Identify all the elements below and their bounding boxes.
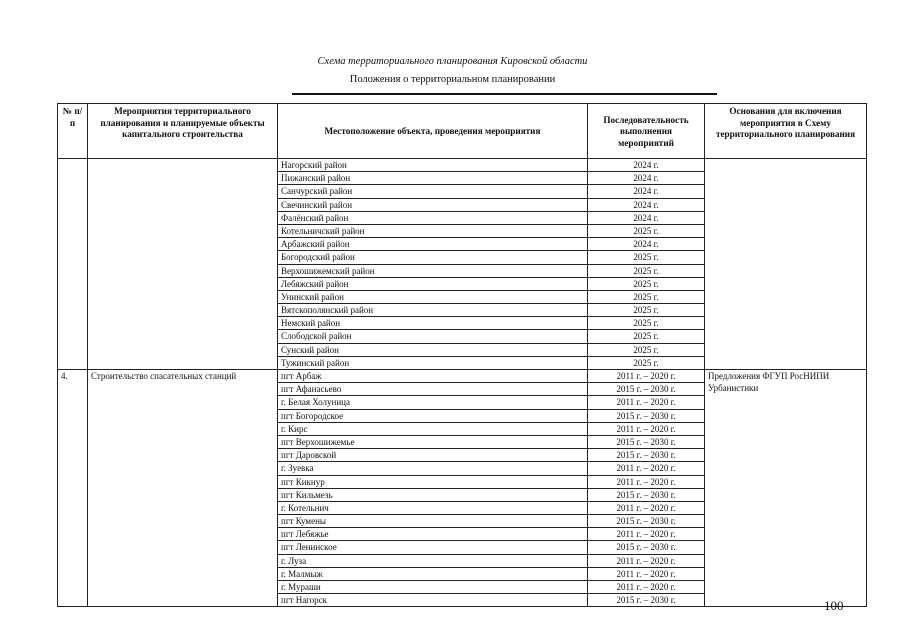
period-cell: 2015 г. – 2030 г.: [588, 488, 705, 501]
period-cell: 2011 г. – 2020 г.: [588, 581, 705, 594]
page-number: 100: [824, 598, 844, 613]
period-cell: 2025 г.: [588, 343, 705, 356]
activity-cell: Строительство спасательных станций: [88, 370, 278, 607]
location-cell: Слободской район: [278, 330, 588, 343]
location-cell: Лебяжский район: [278, 277, 588, 290]
location-cell: Вятскополянский район: [278, 304, 588, 317]
location-cell: г. Белая Холуница: [278, 396, 588, 409]
period-cell: 2025 г.: [588, 317, 705, 330]
location-cell: пгт Кикнур: [278, 475, 588, 488]
basis-cell: Предложения ФГУП РосНИПИ Урбанистики: [705, 370, 867, 607]
table-header-row: [58, 104, 867, 159]
number-cell: 4.: [58, 370, 88, 607]
location-cell: Свечинский район: [278, 198, 588, 211]
period-cell: 2024 г.: [588, 185, 705, 198]
period-cell: 2011 г. – 2020 г.: [588, 462, 705, 475]
col-header-basis: Основания для включения мероприятия в Схему территориального планирования: [705, 104, 867, 159]
location-cell: пгт Арбаж: [278, 370, 588, 383]
col-header-activity: Мероприятия территориального планирования и планируемые объекты капитального строительства: [88, 104, 278, 159]
period-cell: 2024 г.: [588, 198, 705, 211]
location-cell: Богородский район: [278, 251, 588, 264]
location-cell: пгт Афанасьево: [278, 383, 588, 396]
activity-cell: [88, 159, 278, 370]
location-cell: пгт Ленинское: [278, 541, 588, 554]
period-cell: 2025 г.: [588, 290, 705, 303]
period-cell: 2025 г.: [588, 264, 705, 277]
location-cell: г. Зуевка: [278, 462, 588, 475]
period-cell: 2011 г. – 2020 г.: [588, 554, 705, 567]
period-cell: 2015 г. – 2030 г.: [588, 594, 705, 607]
location-cell: Немский район: [278, 317, 588, 330]
location-cell: г. Малмыж: [278, 567, 588, 580]
period-cell: 2011 г. – 2020 г.: [588, 422, 705, 435]
period-cell: 2011 г. – 2020 г.: [588, 528, 705, 541]
location-cell: Сунский район: [278, 343, 588, 356]
period-cell: 2011 г. – 2020 г.: [588, 396, 705, 409]
period-cell: 2024 г.: [588, 211, 705, 224]
location-cell: г. Кирс: [278, 422, 588, 435]
period-cell: 2025 г.: [588, 277, 705, 290]
period-cell: 2025 г.: [588, 330, 705, 343]
document-title: Схема территориального планирования Кировской области: [317, 56, 588, 67]
col-header-location: Местоположение объекта, проведения мероприятия: [278, 104, 588, 159]
location-cell: Тужинский район: [278, 356, 588, 369]
table-row: [58, 370, 867, 383]
period-cell: 2025 г.: [588, 251, 705, 264]
location-cell: г. Луза: [278, 554, 588, 567]
location-cell: Котельничский район: [278, 224, 588, 237]
location-cell: Унинский район: [278, 290, 588, 303]
period-cell: 2015 г. – 2030 г.: [588, 541, 705, 554]
location-cell: Верхошижемский район: [278, 264, 588, 277]
location-cell: пгт Кильмезь: [278, 488, 588, 501]
location-cell: пгт Нагорск: [278, 594, 588, 607]
table-row: [58, 159, 867, 172]
location-cell: пгт Верхошижемье: [278, 435, 588, 448]
period-cell: 2015 г. – 2030 г.: [588, 515, 705, 528]
period-cell: 2025 г.: [588, 356, 705, 369]
period-cell: 2011 г. – 2020 г.: [588, 501, 705, 514]
period-cell: 2015 г. – 2030 г.: [588, 409, 705, 422]
period-cell: 2015 г. – 2030 г.: [588, 449, 705, 462]
location-cell: пгт Богородское: [278, 409, 588, 422]
period-cell: 2015 г. – 2030 г.: [588, 435, 705, 448]
col-header-sequence: Последовательность выполнения мероприятий: [588, 104, 705, 159]
period-cell: 2015 г. – 2030 г.: [588, 383, 705, 396]
header-divider: [292, 93, 717, 95]
period-cell: 2011 г. – 2020 г.: [588, 475, 705, 488]
location-cell: Санчурский район: [278, 185, 588, 198]
location-cell: пгт Даровской: [278, 449, 588, 462]
location-cell: Нагорский район: [278, 159, 588, 172]
period-cell: 2024 г.: [588, 172, 705, 185]
location-cell: Фалёнский район: [278, 211, 588, 224]
period-cell: 2011 г. – 2020 г.: [588, 567, 705, 580]
location-cell: Пижанский район: [278, 172, 588, 185]
period-cell: 2024 г.: [588, 238, 705, 251]
document-subtitle: Положения о территориальном планировании: [349, 74, 556, 85]
period-cell: 2024 г.: [588, 159, 705, 172]
location-cell: пгт Кумены: [278, 515, 588, 528]
period-cell: 2025 г.: [588, 224, 705, 237]
number-cell: [58, 159, 88, 370]
period-cell: 2011 г. – 2020 г.: [588, 370, 705, 383]
planning-table: [57, 103, 867, 607]
basis-cell: [705, 159, 867, 370]
location-cell: г. Котельнич: [278, 501, 588, 514]
location-cell: г. Мураши: [278, 581, 588, 594]
location-cell: пгт Лебяжье: [278, 528, 588, 541]
period-cell: 2025 г.: [588, 304, 705, 317]
location-cell: Арбажский район: [278, 238, 588, 251]
col-header-number: № п/п: [58, 104, 88, 159]
